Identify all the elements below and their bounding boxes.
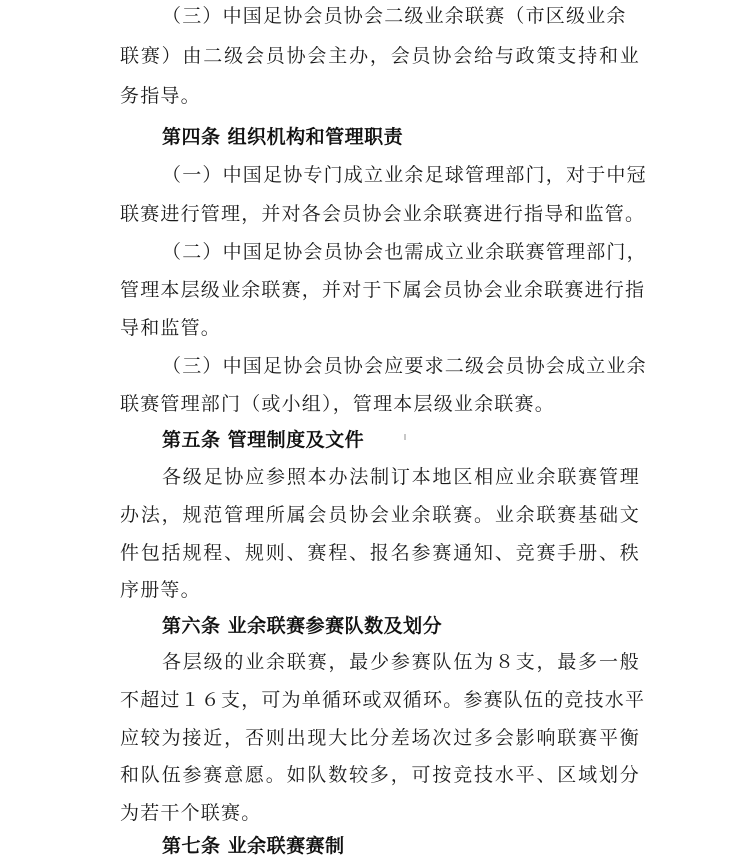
scan-speck	[404, 434, 406, 440]
paragraph-line: 不超过１６支，可为单循环或双循环。参赛队伍的竞技水平	[120, 689, 646, 711]
paragraph-line: 和队伍参赛意愿。如队数较多，可按竞技水平、区域划分	[120, 764, 640, 786]
paragraph-line: 联赛管理部门（或小组），管理本层级业余联赛。	[120, 393, 555, 415]
paragraph-line: 应较为接近，否则出现大比分差场次过多会影响联赛平衡	[120, 727, 640, 749]
paragraph-line: 联赛进行管理，并对各会员协会业余联赛进行指导和监管。	[120, 203, 646, 225]
paragraph-line: 各层级的业余联赛，最少参赛队伍为８支，最多一般	[162, 651, 640, 673]
paragraph-line: 务指导。	[120, 85, 201, 107]
paragraph-line: （二）中国足协会员协会也需成立业余联赛管理部门，	[162, 241, 647, 263]
paragraph-line: 为若干个联赛。	[120, 802, 262, 824]
paragraph-line: （一）中国足协专门成立业余足球管理部门，对于中冠	[162, 164, 647, 186]
paragraph-line: （三）中国足协会员协会二级业余联赛（市区级业余	[162, 5, 627, 27]
paragraph-line: 联赛）由二级会员协会主办，会员协会给与政策支持和业	[120, 45, 640, 67]
article-4-heading: 第四条 组织机构和管理职责	[162, 126, 404, 148]
paragraph-line: 序册等。	[120, 579, 201, 601]
paragraph-line: 管理本层级业余联赛，并对于下属会员协会业余联赛进行指	[120, 279, 646, 301]
paragraph-line: （三）中国足协会员协会应要求二级会员协会成立业余	[162, 355, 647, 377]
article-6-heading: 第六条 业余联赛参赛队数及划分	[162, 615, 443, 637]
paragraph-line: 办法，规范管理所属会员协会业余联赛。业余联赛基础文	[120, 504, 640, 526]
paragraph-line: 导和监管。	[120, 317, 222, 339]
paragraph-line: 件包括规程、规则、赛程、报名参赛通知、竞赛手册、秩	[120, 542, 640, 564]
article-5-heading: 第五条 管理制度及文件	[162, 429, 365, 451]
paragraph-line: 各级足协应参照本办法制订本地区相应业余联赛管理	[162, 466, 640, 488]
article-7-heading: 第七条 业余联赛赛制	[162, 835, 345, 857]
